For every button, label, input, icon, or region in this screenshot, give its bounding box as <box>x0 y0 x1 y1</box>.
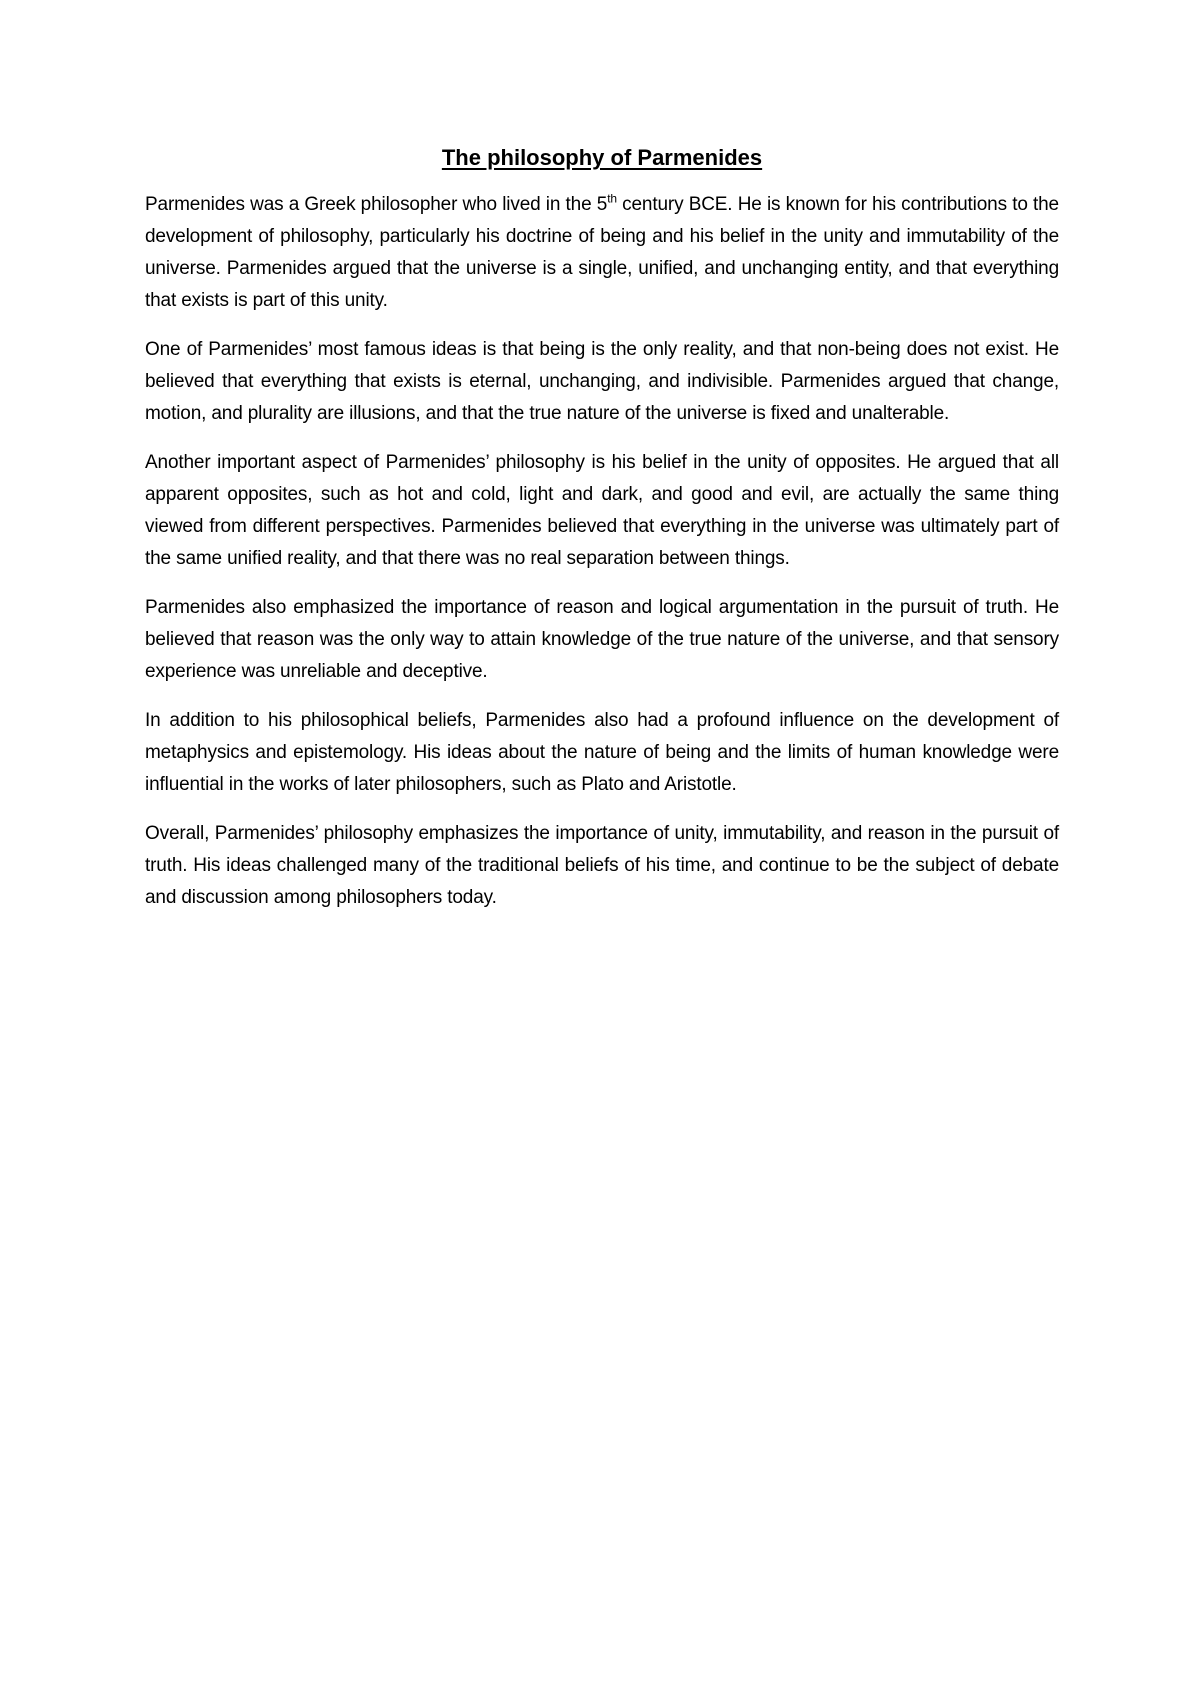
paragraph-1 <box>145 189 1059 317</box>
document-body <box>145 143 1059 931</box>
paragraph-6: Overall, Parmenides’ philosophy emphasizes the importance of unity, immutability, and reason in the pursuit of truth. His ideas challenged many of the traditional beliefs of his time, and continue to be the subject of debate and discussion among philosophers today. <box>145 823 1059 908</box>
paragraph-1-text-start: Parmenides was a Greek philosopher who lived in the 5 <box>145 194 608 215</box>
paragraph-5: In addition to his philosophical beliefs, Parmenides also had a profound influence on the development of metaphysics and epistemology. His ideas about the nature of being and the limits of human knowledge were influential in the works of later philosophers, such as Plato and Aristotle. <box>145 710 1059 795</box>
paragraph-2: One of Parmenides’ most famous ideas is that being is the only reality, and that non-being does not exist. He believed that everything that exists is eternal, unchanging, and indivisible. Parmenides argued that change, motion, and plurality are illusions, and that the true nature of the universe is fixed and unalterable. <box>145 339 1059 424</box>
ordinal-superscript: th <box>607 191 617 206</box>
paragraph-4: Parmenides also emphasized the importance of reason and logical argumentation in the pursuit of truth. He believed that reason was the only way to attain knowledge of the true nature of the universe, and that sensory experience was unreliable and deceptive. <box>145 597 1059 682</box>
document-title: The philosophy of Parmenides <box>441 145 763 170</box>
paragraph-1-text-end: century BCE. He is known for his contributions to the development of philosophy, particularly his doctrine of being and his belief in the unity and immutability of the universe. Parmenides argued that the universe is a single, unified, and unchanging entity, and that everything that exists is part of this unity. <box>145 194 1059 311</box>
paragraph-3: Another important aspect of Parmenides’ philosophy is his belief in the unity of opposites. He argued that all apparent opposites, such as hot and cold, light and dark, and good and evil, are actually the same thing viewed from different perspectives. Parmenides believed that everything in the universe was ultimately part of the same unified reality, and that there was no real separation between things. <box>145 452 1059 569</box>
